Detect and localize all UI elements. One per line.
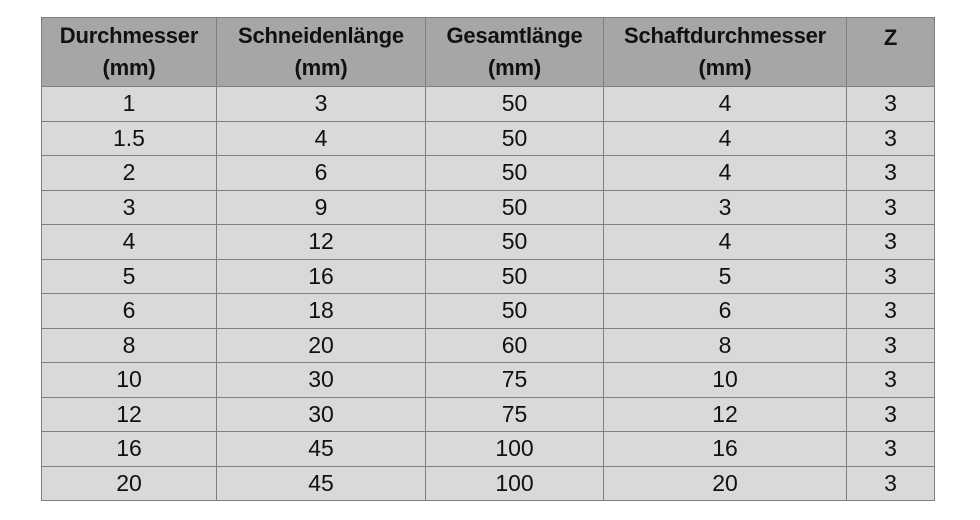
table-row (42, 156, 935, 191)
header-unit: (mm) (488, 55, 541, 80)
cell-durchmesser: 12 (42, 397, 217, 432)
header-unit: (mm) (698, 55, 752, 80)
cell-schneidenlaenge: 20 (217, 328, 426, 363)
header-unit: (mm) (102, 55, 156, 80)
cell-durchmesser: 16 (42, 432, 217, 467)
cell-schaftdurchmesser: 8 (604, 328, 847, 363)
cell-z: 3 (847, 259, 935, 294)
spec-table (41, 17, 935, 501)
cell-gesamtlaenge: 100 (426, 466, 604, 501)
cell-gesamtlaenge: 100 (426, 432, 604, 467)
table-row (42, 294, 935, 329)
cell-gesamtlaenge: 50 (426, 190, 604, 225)
header-gesamtlaenge (426, 18, 604, 87)
header-schneidenlaenge (217, 18, 426, 87)
cell-durchmesser: 20 (42, 466, 217, 501)
table-row (42, 190, 935, 225)
cell-z: 3 (847, 397, 935, 432)
cell-schaftdurchmesser: 10 (604, 363, 847, 398)
cell-durchmesser: 1.5 (42, 121, 217, 156)
cell-gesamtlaenge: 50 (426, 121, 604, 156)
cell-gesamtlaenge: 50 (426, 225, 604, 260)
cell-gesamtlaenge: 60 (426, 328, 604, 363)
table-row (42, 466, 935, 501)
table-row (42, 259, 935, 294)
cell-schaftdurchmesser: 16 (604, 432, 847, 467)
cell-schneidenlaenge: 30 (217, 397, 426, 432)
cell-durchmesser: 3 (42, 190, 217, 225)
cell-z: 3 (847, 294, 935, 329)
cell-schneidenlaenge: 16 (217, 259, 426, 294)
cell-durchmesser: 8 (42, 328, 217, 363)
cell-schaftdurchmesser: 20 (604, 466, 847, 501)
cell-schneidenlaenge: 3 (217, 87, 426, 122)
cell-z: 3 (847, 156, 935, 191)
header-schaftdurchmesser (604, 18, 847, 87)
cell-z: 3 (847, 363, 935, 398)
cell-schneidenlaenge: 4 (217, 121, 426, 156)
cell-schneidenlaenge: 12 (217, 225, 426, 260)
table-row (42, 225, 935, 260)
cell-gesamtlaenge: 50 (426, 294, 604, 329)
cell-gesamtlaenge: 75 (426, 363, 604, 398)
cell-z: 3 (847, 432, 935, 467)
cell-gesamtlaenge: 50 (426, 87, 604, 122)
cell-schaftdurchmesser: 3 (604, 190, 847, 225)
table-row (42, 363, 935, 398)
table-row (42, 121, 935, 156)
cell-z: 3 (847, 190, 935, 225)
cell-schneidenlaenge: 18 (217, 294, 426, 329)
cell-z: 3 (847, 328, 935, 363)
cell-durchmesser: 1 (42, 87, 217, 122)
header-label: Schneidenlänge (238, 23, 404, 48)
cell-schneidenlaenge: 30 (217, 363, 426, 398)
cell-schneidenlaenge: 45 (217, 466, 426, 501)
table-row (42, 328, 935, 363)
cell-z: 3 (847, 466, 935, 501)
cell-schneidenlaenge: 45 (217, 432, 426, 467)
cell-z: 3 (847, 225, 935, 260)
header-label: Durchmesser (59, 23, 199, 48)
header-durchmesser (42, 18, 217, 87)
cell-gesamtlaenge: 50 (426, 156, 604, 191)
table-row (42, 432, 935, 467)
header-unit: (mm) (294, 55, 348, 80)
cell-schaftdurchmesser: 4 (604, 156, 847, 191)
header-label: Gesamtlänge (446, 23, 583, 48)
cell-schaftdurchmesser: 6 (604, 294, 847, 329)
table-header-row (42, 18, 935, 87)
cell-schaftdurchmesser: 4 (604, 87, 847, 122)
cell-schaftdurchmesser: 4 (604, 121, 847, 156)
table-row (42, 397, 935, 432)
cell-gesamtlaenge: 75 (426, 397, 604, 432)
cell-gesamtlaenge: 50 (426, 259, 604, 294)
cell-z: 3 (847, 121, 935, 156)
cell-schaftdurchmesser: 12 (604, 397, 847, 432)
cell-durchmesser: 4 (42, 225, 217, 260)
cell-schaftdurchmesser: 4 (604, 225, 847, 260)
table-row (42, 87, 935, 122)
table-body (42, 87, 935, 501)
cell-durchmesser: 5 (42, 259, 217, 294)
header-label: Schaftdurchmesser (623, 23, 826, 48)
cell-z: 3 (847, 87, 935, 122)
cell-durchmesser: 6 (42, 294, 217, 329)
cell-durchmesser: 10 (42, 363, 217, 398)
cell-durchmesser: 2 (42, 156, 217, 191)
cell-schaftdurchmesser: 5 (604, 259, 847, 294)
header-label: Z (883, 25, 898, 50)
header-z (847, 18, 935, 87)
cell-schneidenlaenge: 9 (217, 190, 426, 225)
cell-schneidenlaenge: 6 (217, 156, 426, 191)
